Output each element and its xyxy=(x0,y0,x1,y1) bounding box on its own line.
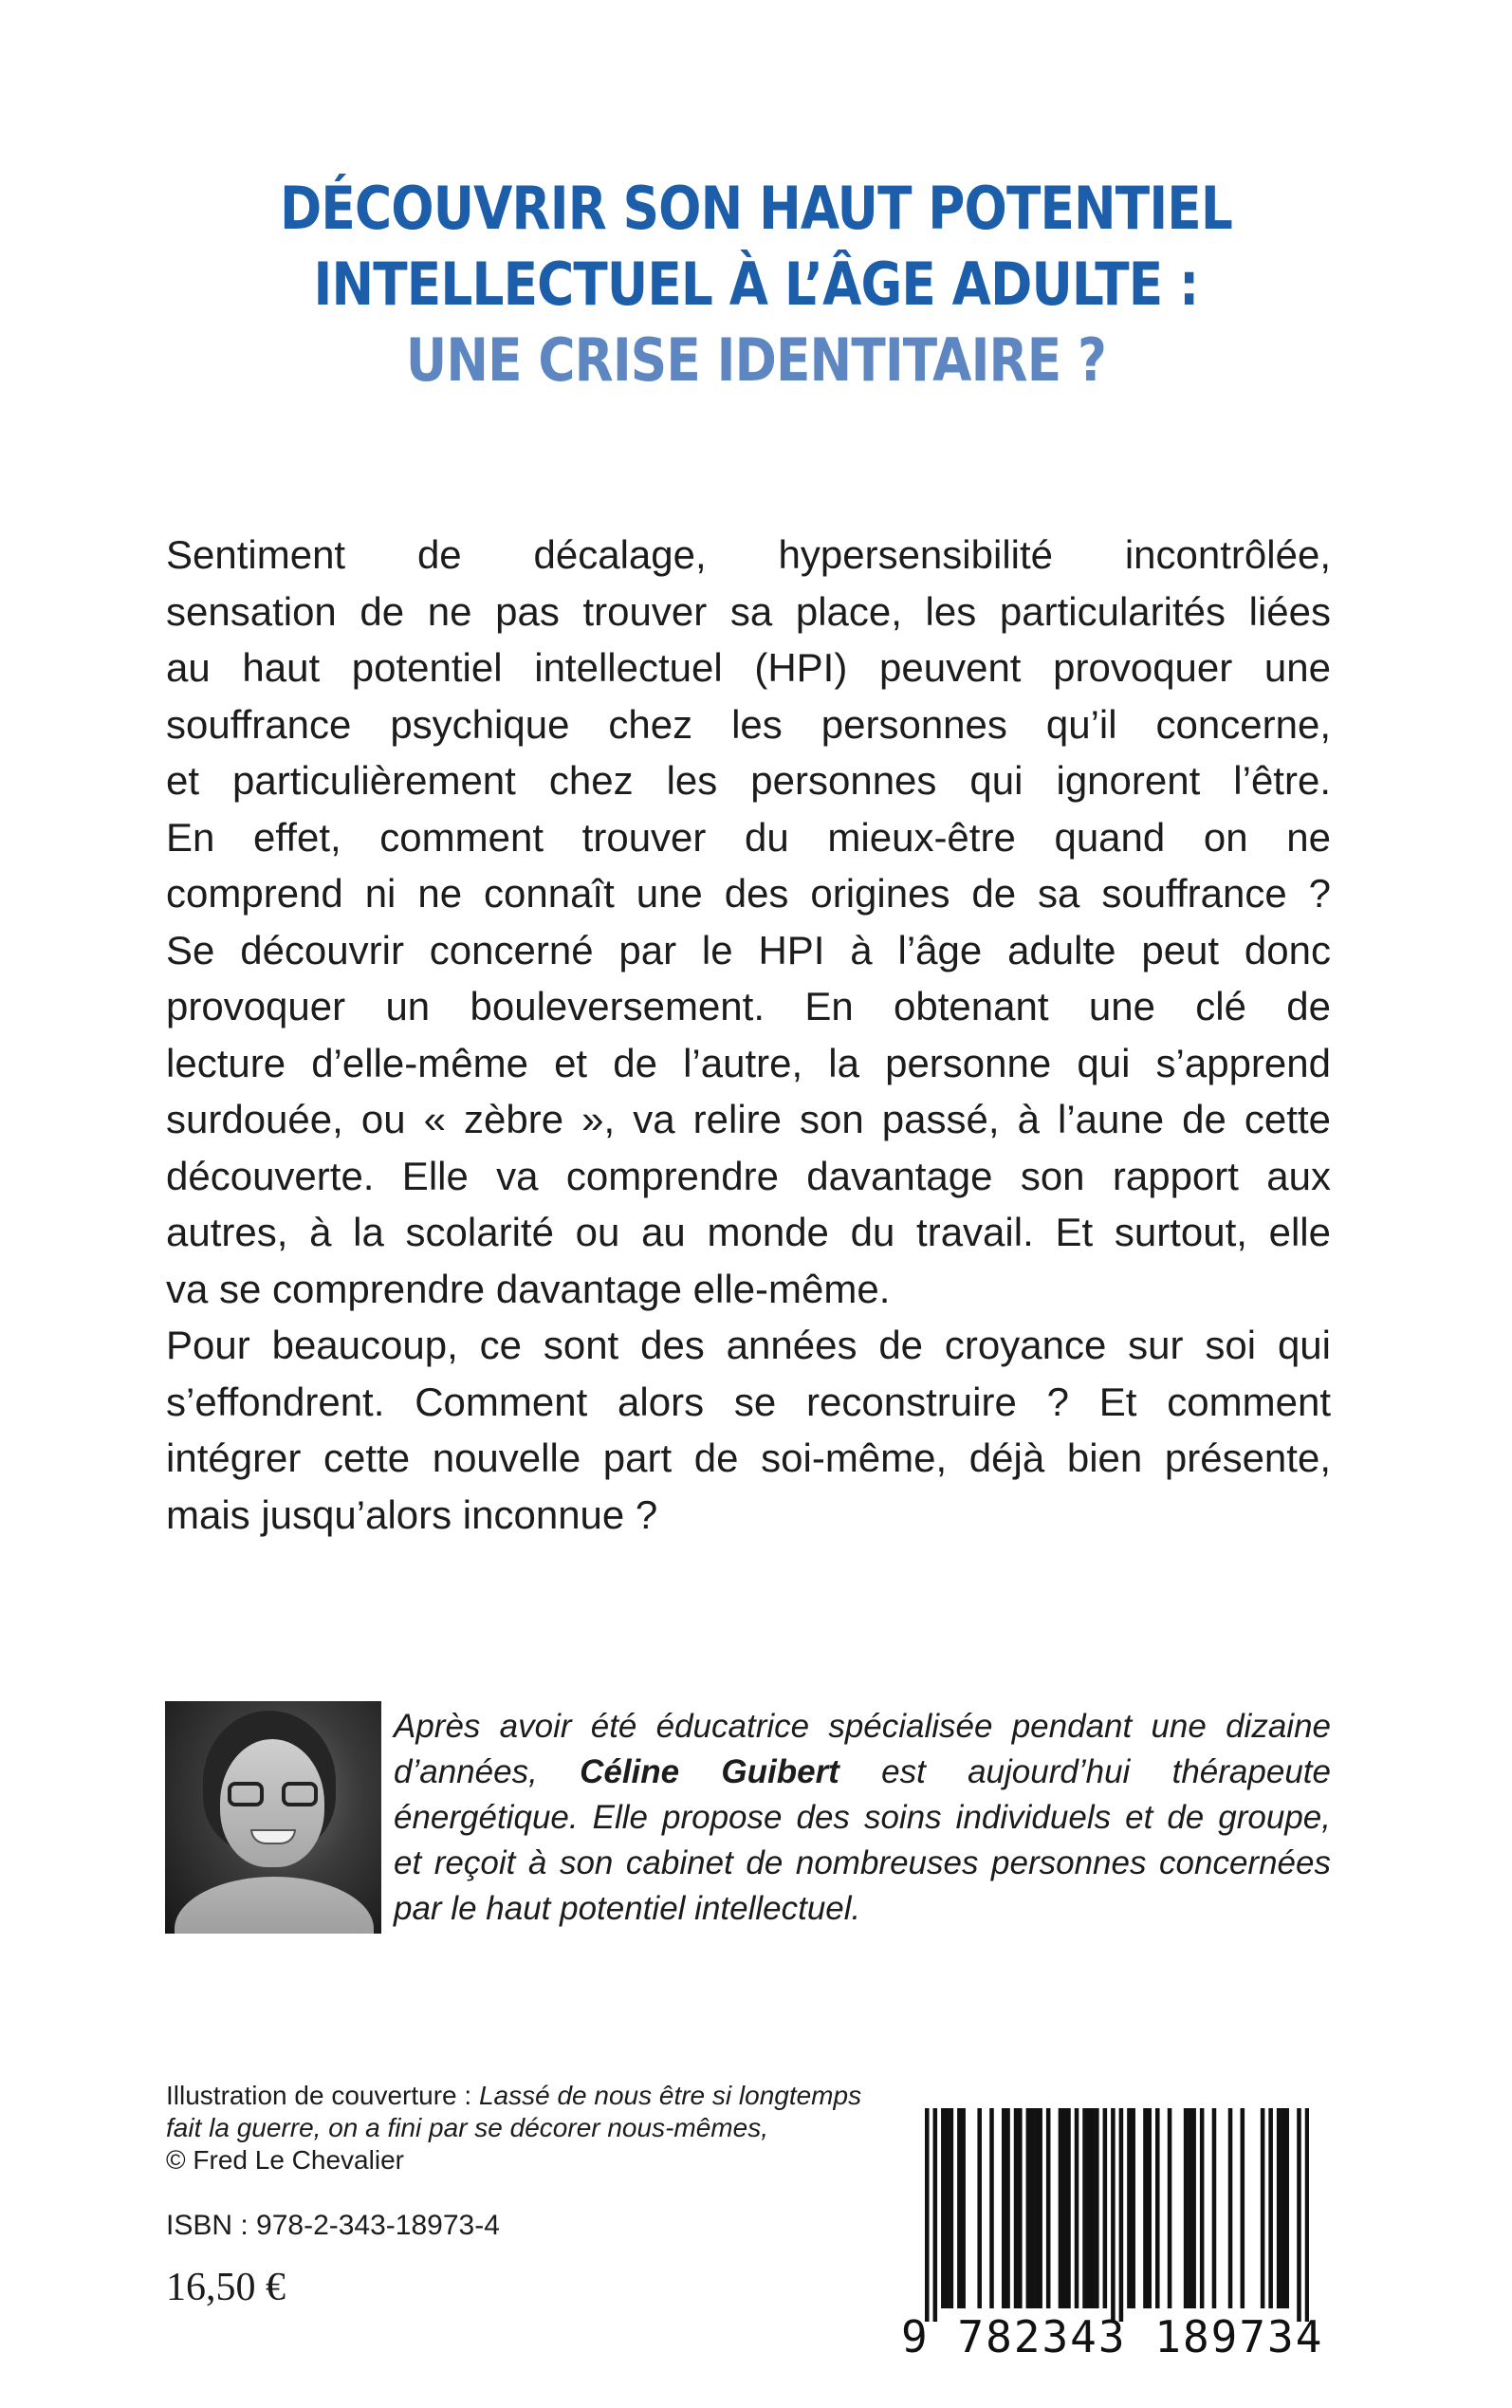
barcode-bar xyxy=(1111,2108,1116,2322)
blurb-line: lecture d’elle-même et de l’autre, la personne qui s’apprend xyxy=(166,1040,1331,1085)
barcode-bar xyxy=(957,2108,962,2308)
barcode-bar xyxy=(1131,2108,1135,2308)
author-bio xyxy=(394,1704,1331,1932)
barcode-bar xyxy=(925,2108,930,2322)
barcode-digits: 9 782343 189734 xyxy=(901,2311,1324,2362)
cover-credits xyxy=(166,2080,944,2176)
barcode-bar xyxy=(1188,2108,1192,2308)
title-line-1: DÉCOUVRIR SON HAUT POTENTIEL xyxy=(280,174,1232,243)
barcode-bar xyxy=(1184,2108,1189,2308)
blurb-line: surdouée, ou « zèbre », va relire son passé, à l’aune de cette xyxy=(166,1097,1331,1141)
title-subtitle: UNE CRISE IDENTITAIRE ? xyxy=(405,325,1107,395)
blurb-line: Se découvrir concerné par le HPI à l’âge adulte peut donc xyxy=(166,927,1331,972)
barcode-bar xyxy=(1277,2108,1282,2308)
barcode-bar xyxy=(1127,2108,1132,2308)
barcode-bar xyxy=(1066,2108,1071,2308)
isbn: ISBN : 978-2-343-18973-4 xyxy=(166,2210,500,2241)
barcode-bar xyxy=(1284,2108,1289,2308)
blurb-line: découverte. Elle va comprendre davantage son rapport aux xyxy=(166,1153,1331,1198)
barcode-bar xyxy=(989,2108,994,2308)
credits-line xyxy=(166,2080,944,2112)
blurb-line: En effet, comment trouver du mieux-être quand on ne xyxy=(166,814,1331,860)
barcode-bar xyxy=(945,2108,950,2308)
barcode-bar xyxy=(1119,2108,1124,2322)
credits-label: Illustration de couverture : xyxy=(166,2081,479,2110)
barcode-bar xyxy=(1281,2108,1285,2308)
author-bio-text: est aujourd’hui thérapeute xyxy=(839,1753,1331,1790)
barcode-bar xyxy=(1018,2108,1023,2308)
barcode-bar xyxy=(1059,2108,1063,2308)
blurb-line: provoquer un bouleversement. En obtenant une clé de xyxy=(166,984,1331,1028)
barcode-bar xyxy=(1147,2108,1152,2308)
barcode-bar xyxy=(1261,2108,1265,2308)
glasses-icon xyxy=(228,1782,318,1808)
barcode-bar xyxy=(1046,2108,1051,2308)
barcode-bar xyxy=(961,2108,966,2308)
blurb-paragraph xyxy=(166,527,1331,1543)
blurb-line: Sentiment de décalage, hypersensibilité incontrôlée, xyxy=(166,532,1331,577)
barcode-bar xyxy=(1155,2108,1160,2308)
barcode-bar xyxy=(1005,2108,1010,2308)
barcode-bar xyxy=(1038,2108,1042,2308)
title-line-2: INTELLECTUEL À L’ÂGE ADULTE : xyxy=(313,250,1199,319)
blurb-line: au haut potentiel intellectuel (HPI) peuvent provoquer une xyxy=(166,645,1331,690)
barcode-bar xyxy=(1143,2108,1148,2308)
blurb-line: et particulièrement chez les personnes qui ignorent l’être. xyxy=(166,758,1331,803)
barcode-bar xyxy=(1030,2108,1035,2308)
author-bio-line: par le haut potentiel intellectuel. xyxy=(394,1890,861,1927)
barcode-bar xyxy=(933,2108,938,2322)
barcode-bar xyxy=(1212,2108,1217,2308)
barcode-bar xyxy=(1241,2108,1245,2308)
barcode-bar xyxy=(1002,2108,1006,2308)
barcode-bar xyxy=(1297,2108,1301,2322)
price: 16,50 € xyxy=(166,2266,286,2309)
credits-work-title: fait la guerre, on a fini par se décorer nous-mêmes, xyxy=(166,2113,768,2142)
barcode-bar xyxy=(1082,2108,1087,2308)
blurb-line: intégrer cette nouvelle part de soi-même, déjà bien présente, xyxy=(166,1436,1331,1480)
barcode-bar xyxy=(1095,2108,1099,2308)
author-bio-line: énergétique. Elle propose des soins individuels et de groupe, xyxy=(394,1799,1331,1836)
author-bio-line: Après avoir été éducatrice spécialisée pendant une dizaine xyxy=(394,1708,1331,1745)
barcode-bar xyxy=(1305,2108,1309,2322)
blurb-line: comprend ni ne connaît une des origines de sa souffrance ? xyxy=(166,871,1331,916)
author-photo xyxy=(165,1701,381,1934)
barcode-bar xyxy=(941,2108,946,2308)
barcode-bar xyxy=(1014,2108,1019,2308)
credits-work-title: Lassé de nous être si longtemps xyxy=(478,2081,862,2110)
blurb-line: s’effondrent. Comment alors se reconstruire ? Et comment xyxy=(166,1379,1331,1424)
author-bio-line xyxy=(394,1750,1331,1795)
barcode-bar xyxy=(1026,2108,1031,2308)
blurb-line: mais jusqu’alors inconnue ? xyxy=(166,1491,658,1537)
barcode-bar xyxy=(950,2108,954,2308)
barcode-bar xyxy=(1168,2108,1172,2308)
barcode-bar xyxy=(977,2108,982,2308)
blurb-line: va se comprendre davantage elle-même. xyxy=(166,1266,891,1311)
book-title xyxy=(0,171,1512,398)
credits-line xyxy=(166,2112,944,2144)
barcode xyxy=(925,2108,1309,2322)
barcode-bar xyxy=(1034,2108,1039,2308)
author-bio-line: et reçoit à son cabinet de nombreuses personnes concernées xyxy=(394,1844,1331,1881)
barcode-bar xyxy=(1103,2108,1108,2308)
author-bio-text: d’années, xyxy=(394,1753,581,1790)
barcode-bar xyxy=(1062,2108,1067,2308)
barcode-bar xyxy=(1191,2108,1196,2308)
author-photo-shoulders xyxy=(175,1877,374,1934)
barcode-bars xyxy=(925,2108,1309,2322)
blurb-line: sensation de ne pas trouver sa place, les particularités liées xyxy=(166,588,1331,634)
blurb-line: Pour beaucoup, ce sont des années de croyance sur soi qui xyxy=(166,1323,1331,1367)
barcode-bar xyxy=(1268,2108,1273,2308)
barcode-bar xyxy=(1200,2108,1205,2308)
barcode-bar xyxy=(1087,2108,1092,2308)
credits-copyright: © Fred Le Chevalier xyxy=(166,2145,404,2175)
blurb-line: souffrance psychique chez les personnes qu’il concerne, xyxy=(166,701,1331,747)
blurb-line: autres, à la scolarité ou au monde du travail. Et surtout, elle xyxy=(166,1210,1331,1254)
barcode-bar xyxy=(1228,2108,1233,2308)
author-name: Céline Guibert xyxy=(580,1753,839,1790)
barcode-bar xyxy=(1075,2108,1079,2308)
barcode-bar xyxy=(1091,2108,1096,2308)
